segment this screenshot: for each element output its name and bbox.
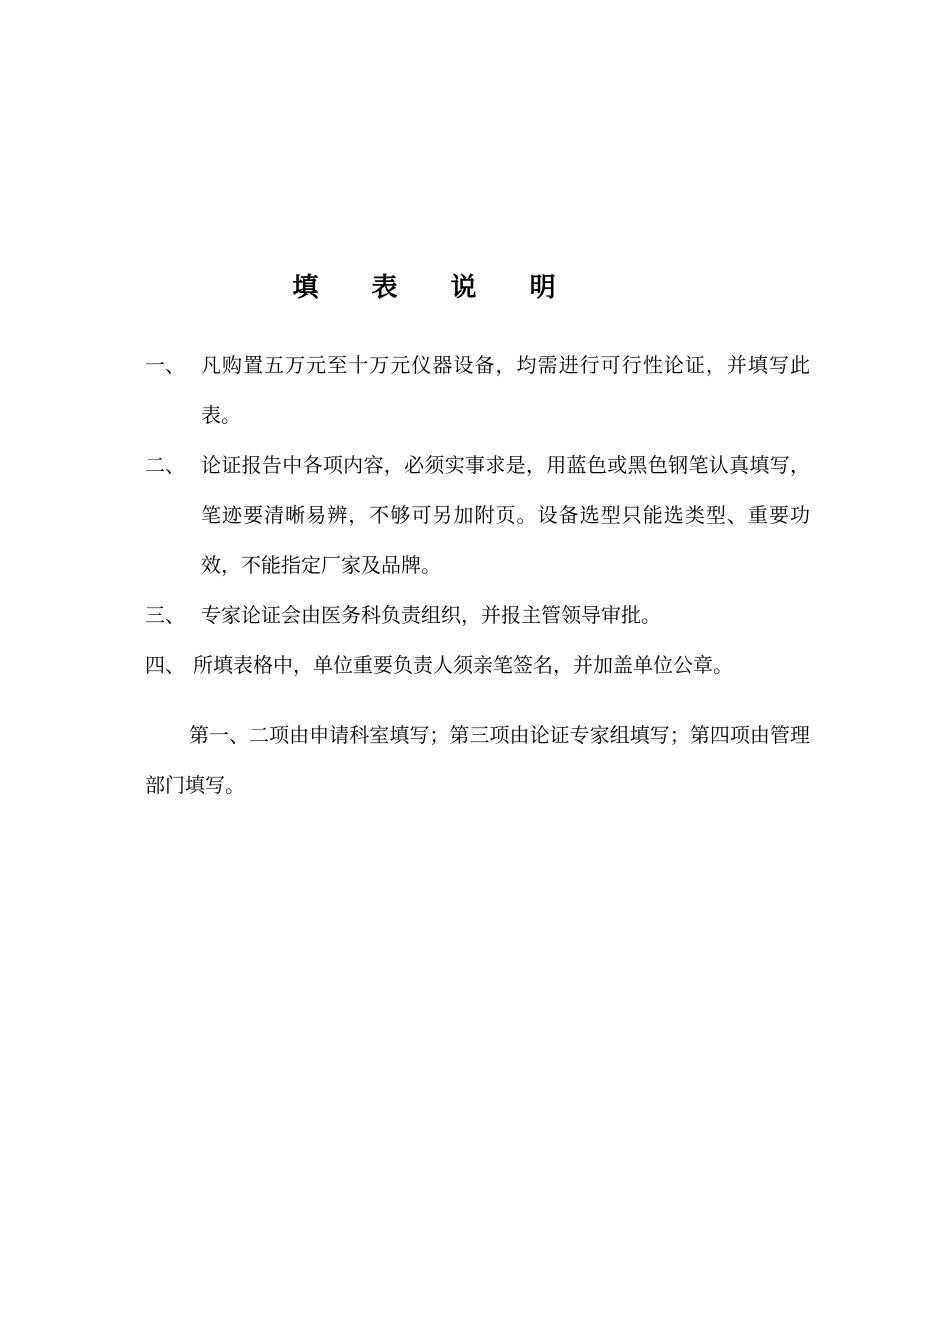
list-item-text: 专家论证会由医务科负责组织，并报主管领导审批。 [201, 603, 661, 627]
list-item [145, 340, 810, 440]
list-item-marker: 一、 [145, 353, 185, 377]
page-title: 填 表 说 明 [292, 273, 578, 303]
list-item-marker: 二、 [145, 453, 185, 477]
list-item [145, 440, 810, 590]
list-item [145, 590, 810, 640]
list-item-marker: 四、 [145, 653, 185, 677]
instruction-list [145, 340, 810, 690]
list-item-text: 凡购置五万元至十万元仪器设备，均需进行可行性论证，并填写此表。 [201, 353, 810, 427]
responsibility-note: 第一、二项由申请科室填写；第三项由论证专家组填写；第四项由管理部门填写。 [145, 723, 810, 797]
list-item-text: 所填表格中，单位重要负责人须亲笔签名，并加盖单位公章。 [193, 653, 733, 677]
list-item [145, 640, 810, 690]
list-item-text: 论证报告中各项内容，必须实事求是，用蓝色或黑色钢笔认真填写，笔迹要清晰易辨，不够可另加附页。设备选型只能选类型、重要功效，不能指定厂家及品牌。 [201, 453, 810, 577]
list-item-marker: 三、 [145, 603, 185, 627]
